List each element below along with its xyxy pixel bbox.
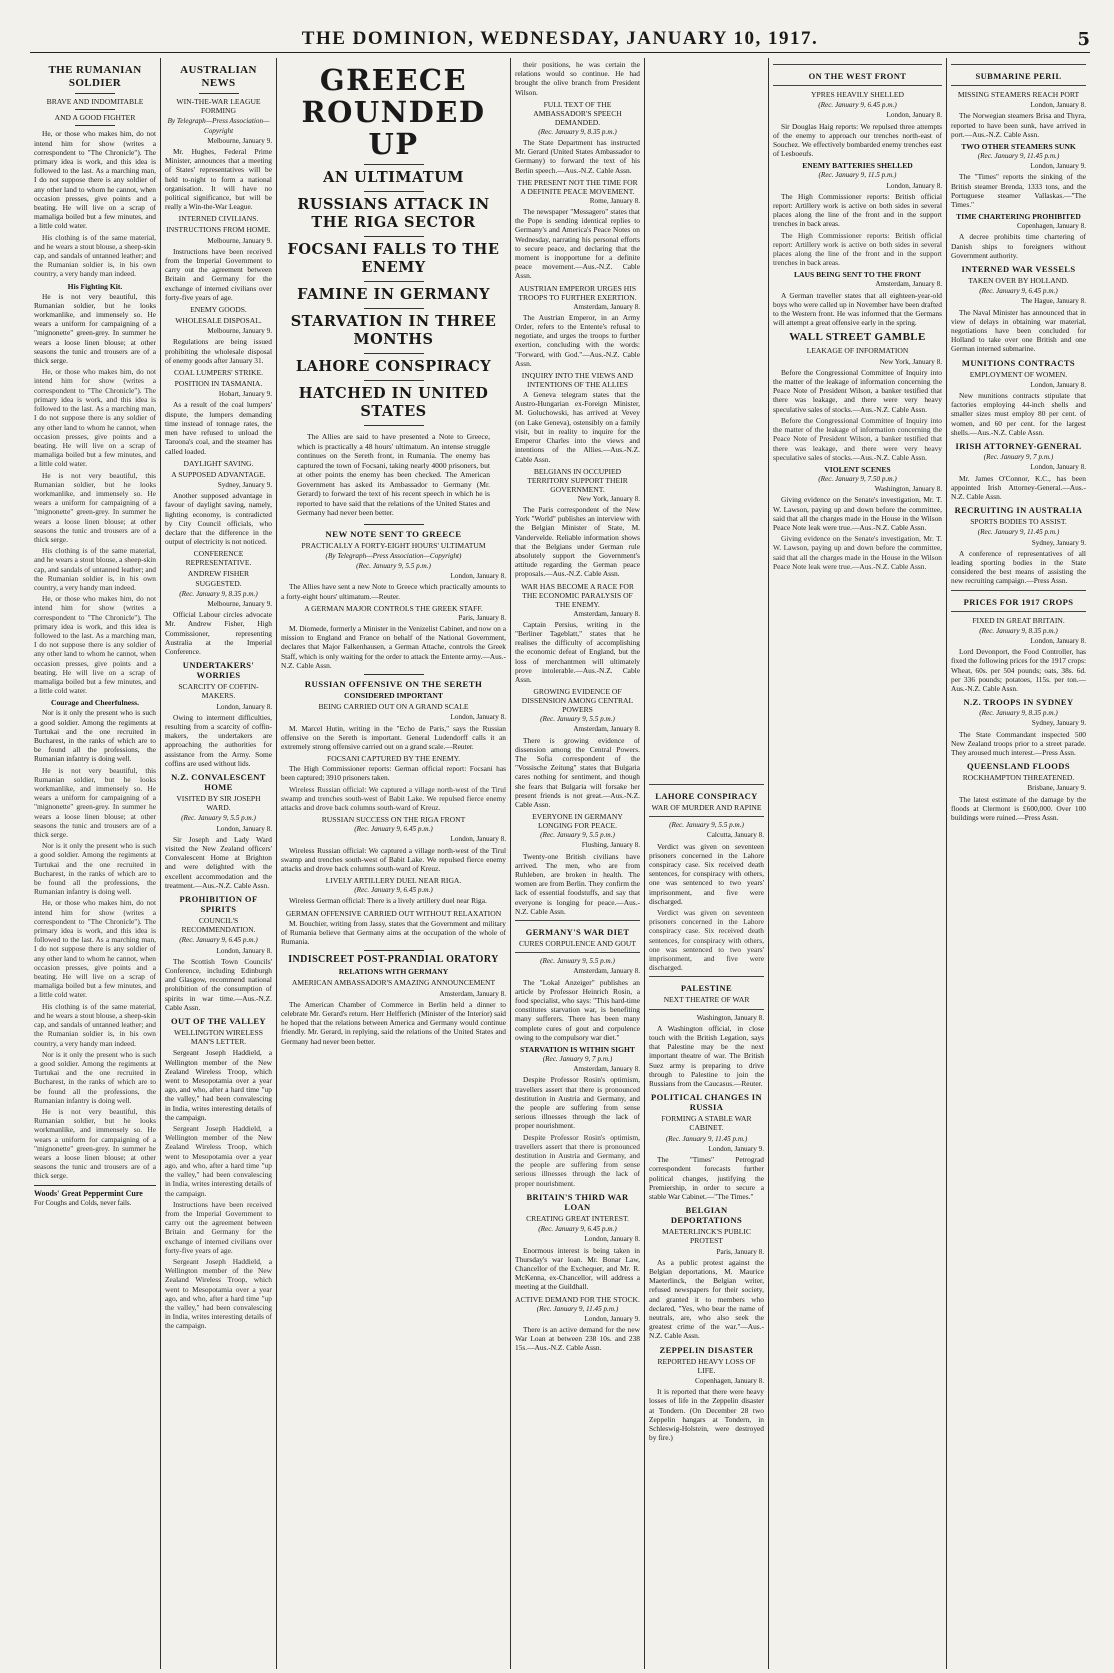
article-subhead: AUSTRIAN EMPEROR URGES HIS TROOPS TO FURTHER EXERTION. [518,283,637,302]
article-paragraph: Mr. James O'Connor, K.C., has been appointed Irish Attorney-General.—Aus.-N.Z. Cable Assn. [951,473,1086,501]
article-paragraph: their positions, he was certain the relations would so continue. He had brought the olive branch from President Wilson. [515,60,640,97]
dateline: Rome, January 8. [589,196,640,205]
received-time: (Rec. January 9, 6.45 p.m.) [179,936,258,945]
article-subhead: ENEMY BATTERIES SHELLED [802,161,913,171]
dateline: London, January 8. [886,181,942,190]
article-deck: AND A GOOD FIGHTER [54,113,136,123]
received-time: (Rec. January 9, 5.5 p.m.) [356,561,431,570]
column-lahore-palestine [645,780,768,1667]
article-deck: POSITION IN TASMANIA. [174,379,263,389]
article-paragraph: The High Commissioner reports: British official report: Artillery work is active on both sides in several places along the line of the front and in the support trenches in back areas. [773,191,942,229]
dateline: Hobart, January 9. [218,390,272,399]
headline-deck: HATCHED IN UNITED STATES [298,385,489,420]
article-subhead: INTERNED CIVILIANS. [178,214,259,224]
headline-deck: STARVATION IN THREE MONTHS [290,313,497,348]
article-paragraph: Sergeant Joseph Haddield, a Wellington member of the New Zealand Wireless Troop, which went to Mesopotamia over a year ago, and who, after a hard time "up the valley," had been convalescing in India, writes interesting details of the campaign. [165,1256,272,1331]
article-deck: EMPLOYMENT OF WOMEN. [969,369,1068,379]
article-headline: AUSTRALIAN NEWS [180,64,257,89]
dateline: London, January 9. [584,1314,640,1323]
article-paragraph: The Austrian Emperor, in an Army Order, refers to the Entente's refusal to negotiate, and urges the troops to further exertion, concluding with the words: "Forward, with God."—Aus.-N.Z. Cable Assn. [515,312,640,368]
dateline: Amsterdam, January 8. [573,302,640,311]
article-subhead: BELGIANS IN OCCUPIED TERRITORY SUPPORT THEIR GOVERNMENT. [527,466,628,494]
received-time: (Rec. January 9, 7.50 p.m.) [818,474,897,483]
dateline: London, January 8. [1030,380,1086,389]
article-headline: PALESTINE [680,983,733,994]
page-number: 5 [1077,28,1090,50]
article-paragraph: He, or those who makes him, do not intend him for show (writes a correspondent to "The Chronicle"). The primary idea is work, and this idea is followed to the last. As a marching man, I do not suppose there is any soldier of any other land to whom he cannot, when occasion presses, give points and a beating. He will live on a scrap of mamaliga boiled but a few minutes, and a little cold water. [34,898,156,1000]
received-time: (Rec. January 9, 5.5 p.m.) [540,957,615,966]
article-subhead: ACTIVE DEMAND FOR THE STOCK. [515,1294,640,1304]
received-time: (Rec. January 9, 8.35 p.m.) [979,626,1058,635]
article-paragraph: Sir Joseph and Lady Ward visited the New Zealand officers' Convalescent Home at Brighton and were delighted with the excellent accommodation and the treatment.—Aus.-N.Z. Cable Assn. [165,834,272,890]
article-paragraph: Despite Professor Rosin's optimism, travellers assert that there is pronounced destitution in Austria and Germany, and the people are suffering from sense serious illnesses through the lack of proper nourishment. [515,1132,640,1188]
dateline: Melbourne, January 9. [207,236,272,245]
dateline: London, January 8. [216,824,272,833]
article-paragraph: Despite Professor Rosin's optimism, travellers assert that there is pronounced destitution in Austria and Germany, and the people are suffering from sense serious illnesses through the lack of proper nourishment. [515,1075,640,1131]
article-paragraph: A Washington official, in close touch with the British Legation, says that Palestine may be the next important theatre of war. The British Suez army is preparing to drive through to Palestine to join the Russians from the Caucasus.—Reuter. [649,1023,764,1089]
article-paragraph: He is not very beautiful, this Rumanian soldier, but he looks workmanlike, and immensely so. He wears a uniform for campaigning of a "mignonette" green-grey. In summer he wears a loose linen blouse; at other seasons the tunic and trousers are of a thick serge. [34,470,156,544]
article-paragraph: As a public protest against the Belgian deportations, M. Maurice Maeterlinck, the Belgian writer, refused newspapers for their society, and granted it to members who declared, "Yes, who bear the name of neutrals, are, who also seek the greatest crime of the war."—Aus.-N.Z. Cable Assn. [649,1257,764,1341]
dateline: London, January 8. [886,111,942,120]
dateline: Copenhagen, January 8. [1016,222,1086,231]
article-headline: MUNITIONS CONTRACTS [961,357,1076,368]
column-australian-news [161,60,276,1667]
newspaper-title: THE DOMINION, WEDNESDAY, JANUARY 10, 1917. [301,28,819,49]
dateline: Copenhagen, January 8. [694,1376,764,1385]
article-paragraph: He, or those who makes him, do not intend him for show (writes a correspondent to "The Chronicle"). The primary idea is work, and this idea is followed to the last. As a marching man, I do not suppose there is any soldier of any other land to whom he cannot, when occasion presses, give points and a beating. He will live on a scrap of mamaliga boiled but a few minutes, and a little cold water. [34,594,156,696]
article-paragraph: Nor is it only the present who is such a good soldier. Among the regiments at Turtukai and the one recruited in Bucharest, in the ranks of which are to be found all the professions, the Rumanian infantry is doing well. [34,841,156,897]
article-paragraph: Twenty-one British civilians have arrived. The men, who are from Ruhleben, are broken in health. The women are from Berlin. They confirm the lack of essential foodstuffs, and say that everyone is longing for peace.—Aus.-N.Z. Cable Assn. [515,851,640,916]
main-headline: GREECE ROUNDED UP [301,63,486,161]
dateline: Washington, January 8. [696,1013,764,1022]
article-headline: N.Z. TROOPS IN SYDNEY [963,697,1074,708]
article-paragraph: Owing to interment difficulties, resulting from a scarcity of coffin-makers, the undertakers are approaching the authorities for assistance from the Army. Some coffins are used without lids. [165,712,272,768]
article-paragraph: His clothing is of the same material, and he wears a stout blouse, a sheep-skin cap, and sandals of untanned leather; and the Rumanian soldier is, in his own country, a very handy man indeed. [34,232,156,279]
dateline: Amsterdam, January 8. [439,989,506,998]
dateline: London, January 8. [450,835,506,844]
dateline: Melbourne, January 9. [207,599,272,608]
received-time: (Rec. January 9, 6.45 p.m.) [354,886,433,895]
article-subhead: EVERYONE IN GERMANY LONGING FOR PEACE. [532,812,623,831]
article-headline: INTERNED WAR VESSELS [961,264,1076,275]
article-paragraph: The "Times" Petrograd correspondent forecasts further political changes, justifying the Premiership, in order to secure a stable War Cabinet.—"The Times." [649,1155,764,1201]
article-subhead: THE PRESENT NOT THE TIME FOR A DEFINITE PEACE MOVEMENT. [517,177,638,196]
article-paragraph: His clothing is of the same material, and he wears a stout blouse, a sheep-skin cap, and sandals of untanned leather; and the Rumanian soldier is, in his own country, a very handy man indeed. [34,1001,156,1048]
article-headline: OUT OF THE VALLEY [171,1016,266,1027]
article-paragraph: Instructions have been received from the Imperial Government to carry out the agreement between Britain and Germany for the exchange of interned civilians over forty-five years of age. [165,1199,272,1255]
article-headline: INDISCREET POST-PRANDIAL ORATORY [288,954,499,966]
article-paragraph: A German traveller states that all eighteen-year-old boys who were called up in November have been drafted to the Western front. He was informed that the Germans will attempt a great offensive early in the spring. [773,290,942,328]
article-paragraph: Nor is it only the present who is such a good soldier. Among the regiments at Turtukai and the one recruited in Bucharest, in the ranks of which are to be found all the professions, the Rumanian infantry is doing well. [34,1049,156,1105]
advertisement [34,1185,156,1208]
received-time: (Rec. January 9, 5.5 p.m.) [540,715,615,724]
dateline: Sydney, January 9. [1031,719,1086,728]
column-submarine-peril [947,60,1090,1667]
article-paragraph: The Paris correspondent of the New York "World" publishes an interview with the Belgian Minister of State, M. Vandervelde. Reliable information shows that the Belgians under German rule absolutely support the Government's attitude regarding the German peace proposals.—Aus.-N.Z. Cable Assn. [515,504,640,579]
article-subhead: DAYLIGHT SAVING. [183,458,254,468]
article-subhead: A GERMAN MAJOR CONTROLS THE GREEK STAFF. [304,603,483,613]
article-paragraph: He, or those who makes him, do not intend him for show (writes a correspondent to "The Chronicle"). The primary idea is work, and this idea is followed to the last. As a marching man, I do not suppose there is any soldier of any other land to whom he cannot, when occasion presses, give points and a beating. He will live on a scrap of mamaliga boiled but a few minutes, and a little cold water. [34,367,156,469]
article-deck: CREATING GREAT INTEREST. [526,1213,629,1223]
article-headline: WALL STREET GAMBLE [789,331,926,344]
dateline: Amsterdam, January 8. [573,609,640,618]
article-paragraph: Enormous interest is being taken in Thursday's war loan. Mr. Bonar Law, Chancellor of the Exchequer, and Mr. R. McKenna, ex-Chancellor, will address a meeting at the Guildhall. [515,1245,640,1292]
dateline: Amsterdam, January 8. [573,725,640,734]
article-paragraph: A decree prohibits time chartering of Danish ships to foreigners without Government authority. [951,232,1086,260]
article-paragraph: Lord Devonport, the Food Controller, has fixed the following prices for the 1917 crops: Wheat, 60s. per 504 pounds; oats, 38s. 6d. per 336 pounds; potatoes, 115s. per ton.—Aus.-N.Z. Cable Assn. [951,647,1086,693]
article-subhead: GERMAN OFFENSIVE CARRIED OUT WITHOUT RELAXATION [285,908,502,918]
dateline: Amsterdam, January 8. [573,967,640,976]
article-subhead: ENEMY GOODS. [190,305,247,315]
received-time: (Rec. January 9, 11.45 p.m.) [665,1134,748,1143]
dateline: London, January 8. [1030,463,1086,472]
received-time: (Rec. January 9, 11.5 p.m.) [818,171,897,180]
article-deck: FORMING A STABLE WAR CABINET. [661,1114,752,1133]
ad-text: For Coughs and Colds, never fails. [34,1198,132,1207]
headline-deck: FAMINE IN GERMANY [297,286,490,303]
dateline: Melbourne, January 9. [207,136,272,145]
article-deck: SPORTS BODIES TO ASSIST. [970,517,1067,527]
article-paragraph: He, or those who makes him, do not intend him for show (writes a correspondent to "The Chronicle"). The primary idea is work, and this idea is followed to the last. As a marching man, I do not suppose there is any soldier of any other land to whom he cannot, when occasion presses, give points and a beating. He will live on a scrap of mamaliga boiled but a few minutes, and a little cold water. [34,129,156,231]
article-paragraph: The High Commissioner reports: German official report: Focsani has been captured; 3910 prisoners taken. [281,764,506,783]
headline-deck: FOCSANI FALLS TO THE ENEMY [287,241,500,276]
column-west-front [769,60,946,1667]
received-time: (Rec. January 9, 5.5 p.m.) [540,831,615,840]
article-paragraph: The "Lokal Anzeiger" publishes an article by Professor Heinrich Rosin, a food specialist, who says: "This hard-time constitutes starvation war, is benefiting many sufferers. There has been many complete cures of gout and corpulence owing to the compulsory war diet." [515,977,640,1042]
lead-summary: The Allies are said to have presented a Note to Greece, which is practically a 48 hours' ultimatum. An intense struggle continues on the Sereth front, in Rumania. The enemy has captured the town of Focsani, taking nearly 4000 prisoners, but at other points the enemy has been checked. The American Government has asked its Ambassador to Germany (Mr. Gerard) to forward the text of his recent speech in which he is reported to have said that the relations of the United States and Germany had never been better. [297,432,490,517]
article-paragraph: The "Times" reports the sinking of the British steamer Brenda, 1333 tons, and the Portuguese steamer Vallaskas.—"The Times." [951,172,1086,210]
dateline: Flushing, January 8. [581,841,640,850]
article-paragraph: Sergeant Joseph Haddield, a Wellington member of the New Zealand Wireless Troop, which went to Mesopotamia over a year ago, and who, after a hard time "up the valley," had been convalescing in India, writes interesting details of the campaign. [165,1124,272,1198]
article-headline: PRICES FOR 1917 CROPS [963,596,1074,607]
article-paragraph: Verdict was given on seventeen prisoners concerned in the Lahore conspiracy case. Six received death sentences, for conspiracy with others, one was sentenced to two years' imprisonment, and five were discharged. [649,841,764,906]
received-time: (Rec. January 9, 7 p.m.) [542,1055,613,1064]
article-subhead: RUSSIAN SUCCESS ON THE RIGA FRONT [321,815,466,825]
article-deck: BRAVE AND INDOMITABLE [46,97,144,106]
article-deck: WHOLESALE DISPOSAL. [175,316,262,326]
article-paragraph: Giving evidence on the Senate's investigation, Mr. T. W. Lawson, paying up and down before the committee, said that all the charges made in the House in the Wilson Peace Note leak were true.—Aus.-N.Z. Cable Assn. [773,495,942,532]
article-headline: LAHORE CONSPIRACY [655,791,758,801]
article-paragraph: Wireless Russian official: We captured a village north-west of the Tirul swamp and trenches south-west of Babit Lake. We repulsed fierce enemy attacks and drove back columns south-ward of Kreuz. [281,845,506,873]
article-paragraph: It is reported that there were heavy losses of life in the Zeppelin disaster at Tondern. (On December 28 two Zeppelin hangars at Tondern, in Schleswig-Holstein, were destroyed by fire.) [649,1387,764,1443]
article-deck: WAR OF MURDER AND RAPINE [651,803,762,812]
article-deck: ANDREW FISHER SUGGESTED. [187,569,250,588]
article-subhead: TIME CHARTERING PROHIBITED [956,212,1081,222]
article-headline: RECRUITING IN AUSTRALIA [954,505,1083,516]
received-time: (Rec. January 9, 8.35 p.m.) [979,709,1058,718]
dateline: Sydney, January 9. [1031,538,1086,547]
article-paragraph: Another supposed advantage in favour of daylight saving, namely, lighting economy, is contradicted by City Council officials, who declare that the difference in the output of electricity is not noticed. [165,491,272,547]
dateline: London, January 8. [450,713,506,722]
article-paragraph: New munitions contracts stipulate that factories employing 44-inch shells and smaller sizes must employ 80 per cent. of women, and 60 per cent. for the largest shells.—Aus.-N.Z. Cable Assn. [951,391,1086,437]
dateline: New York, January 8. [577,494,640,503]
article-headline: BELGIAN DEPORTATIONS [670,1205,743,1226]
article-deck: ROCKHAMPTON THREATENED. [962,773,1075,783]
article-subhead: FULL TEXT OF THE AMBASSADOR'S SPEECH DEMANDED. [533,99,622,127]
dateline: London, January 8. [216,946,272,955]
article-subhead: Courage and Cheerfulness. [51,698,139,708]
dateline: London, January 8. [1030,101,1086,110]
article-paragraph: Mr. Hughes, Federal Prime Minister, announces that a meeting of States' representatives will be held to-night to form a national organisation. It will have no political significance, but will be really a Win-the-War League. [165,147,272,212]
dateline: London, January 8. [1030,636,1086,645]
article-paragraph: The State Commandant inspected 500 New Zealand troops prior to a street parade. They aroused much interest.—Press Assn. [951,729,1086,757]
headline-deck: RUSSIANS ATTACK IN THE RIGA SECTOR [297,196,490,231]
dateline: Paris, January 8. [458,613,506,622]
article-subhead: His Fighting Kit. [67,281,123,291]
dateline: Amsterdam, January 8. [573,1065,640,1074]
column-main-war-news [277,60,510,1667]
dateline: New York, January 8. [879,357,942,366]
copyright-line: (By Telegraph—Press Association—Copyright) [325,551,462,560]
article-paragraph: Wireless German official: There is a lively artillery duel near Riga. [289,896,487,906]
article-paragraph: Regulations are being issued prohibiting the wholesale disposal of enemy goods after January 31. [165,337,272,365]
article-deck: CURES CORPULENCE AND GOUT [518,939,637,949]
article-paragraph: The High Commissioner reports: British official report: Artillery work is active on both sides in several places along the line of the front and in the support trenches in back areas. [773,230,942,268]
article-headline: THE RUMANIAN SOLDIER [48,64,142,89]
article-paragraph: A conference of representatives of all leading sporting bodies in the State considered the best means of assisting the new recruiting campaign.—Press Assn. [951,548,1086,586]
article-headline: QUEENSLAND FLOODS [967,761,1070,772]
received-time: (Rec. January 9, 6.45 p.m.) [354,825,433,834]
article-deck: REPORTED HEAVY LOSS OF LIFE. [657,1356,756,1375]
article-paragraph: Sir Douglas Haig reports: We repulsed three attempts of the enemy to approach our trenches north-east of Souchez. We effectively bombarded enemy trenches east of Lesboeufs. [773,121,942,159]
article-subhead: GROWING EVIDENCE OF DISSENSION AMONG CENTRAL POWERS [521,687,634,715]
article-paragraph: M. Bouchier, writing from Jassy, states that the Government and military of Rumania believe that Germany aims at the occupation of the whole of Rumania. [281,918,506,946]
received-time: (Rec. January 9, 11.45 p.m.) [977,528,1060,537]
received-time: (Rec. January 9, 5.5 p.m.) [669,821,744,830]
dateline: London, January 9. [1030,162,1086,171]
article-deck: SCARCITY OF COFFIN-MAKERS. [178,682,259,701]
article-paragraph: As a result of the coal lumpers' dispute, the lumpers demanding time instead of tonnage rates, the men have refused to unload the Taroona's coal, and the steamer has called loaded. [165,400,272,456]
article-headline: NEW NOTE SENT TO GREECE [325,528,462,539]
dateline: Sydney, January 9. [217,480,272,489]
column-diplomatic-news [511,60,644,1667]
dateline: London, January 8. [584,1235,640,1244]
dateline: Paris, January 8. [716,1247,764,1256]
article-paragraph: The latest estimate of the damage by the floods at Clermont is £600,000. Over 100 buildings were ruined.—Press Assn. [951,794,1086,822]
dateline: Amsterdam, January 8. [875,280,942,289]
article-headline: PROHIBITION OF SPIRITS [179,894,258,915]
article-paragraph: Instructions have been received from the Imperial Government to carry out the agreement between Britain and Germany for the exchange of interned civilians over forty-five years of age. [165,246,272,302]
article-subhead: INQUIRY INTO THE VIEWS AND INTENTIONS OF THE ALLIES [521,371,634,390]
article-paragraph: His clothing is of the same material, and he wears a stout blouse, a sheep-skin cap, and sandals of untanned leather; and the Rumanian soldier is, in his own country, a very handy man indeed. [34,546,156,592]
article-headline: N.Z. CONVALESCENT HOME [171,771,266,792]
article-paragraph: A Geneva telegram states that the Austro-Hungarian ex-Foreign Minister, M. Goluchowski, has arrived at Vevey (on Lake Geneva), ostensibly on a family visit, but in reality to inquire for the Emperor Charles into the views and intentions of the Allies.—Aus.-N.Z. Cable Assn. [515,390,640,464]
article-subhead: TWO OTHER STEAMERS SUNK [961,142,1076,152]
received-time: (Rec. January 9, 8.35 p.m.) [538,127,617,136]
article-headline: GERMANY'S WAR DIET [525,927,630,938]
article-subhead: WAR HAS BECOME A RACE FOR THE ECONOMIC PARALYSIS OF THE ENEMY. [521,581,634,609]
article-subhead: LAUS BEING SENT TO THE FRONT [793,270,922,280]
article-paragraph: The State Department has instructed Mr. Gerard (United States Ambassador to Germany) to forward the text of his Berlin speech.—Aus.-N.Z. Cable Assn. [515,138,640,175]
article-headline: ZEPPELIN DISASTER [659,1344,754,1355]
dateline: Calcutta, January 8. [706,831,764,840]
article-subhead: VIOLENT SCENES [824,464,891,474]
headline-deck: AN ULTIMATUM [323,169,464,186]
article-subhead: STARVATION IS WITHIN SIGHT [519,1045,635,1055]
article-deck: RELATIONS WITH GERMANY [338,967,449,977]
article-deck: COUNCIL'S RECOMMENDATION. [181,916,256,935]
article-deck: BEING CARRIED OUT ON A GRAND SCALE [318,702,469,712]
article-paragraph: Verdict was given on seventeen prisoners concerned in the Lahore conspiracy case. Six received death sentences, for conspiracy with others, one was sentenced to two years' imprisonment, and five were discharged. [649,908,764,973]
received-time: (Rec. January 9, 6.45 p.m.) [538,1225,617,1234]
article-deck: MAETERLINCK'S PUBLIC PROTEST [662,1227,751,1246]
article-headline: POLITICAL CHANGES IN RUSSIA [651,1092,762,1113]
article-subhead: LIVELY ARTILLERY DUEL NEAR RIGA. [325,876,462,886]
received-time: (Rec. January 9, 5.5 p.m.) [181,814,256,823]
headline-deck: LAHORE CONSPIRACY [295,358,492,375]
received-time: (Rec. January 9, 8.35 p.m.) [179,589,258,598]
article-deck: PRACTICALLY A FORTY-EIGHT HOURS' ULTIMATUM [301,540,486,550]
article-paragraph: He is not very beautiful, this Rumanian soldier, but he looks workmanlike, and immensely so. He wears a uniform for campaigning of a "mignonette" green-grey. In summer he wears a loose linen blouse; at other seasons the tunic and trousers are of a thick serge. [34,765,156,840]
article-paragraph: He is not very beautiful, this Rumanian soldier, but he looks workmanlike, and immensely so. He wears a uniform for campaigning of a "mignonette" green-grey. In summer he wears a loose linen blouse; at other seasons the tunic and trousers are of a thick serge. [34,291,156,366]
article-paragraph: The American Chamber of Commerce in Berlin held a dinner to celebrate Mr. Gerard's return. Herr Helfferich (Minister of the Interior) said he hoped that the relations between America and Germany would continue friendly. Mr. Gerard, in replying, said the relations of the United States and Germany had never been better. [281,999,506,1046]
column-rumanian-soldier [30,60,160,1667]
dateline: Brisbane, January 9. [1027,784,1086,793]
article-paragraph: Captain Persius, writing in the "Berliner Tageblatt," states that he realises the difficulty of accomplishing the economic defeat of England, but the loss of merchantmen will ultimately prove intolerable.—Aus.-N.Z. Cable Assn. [515,619,640,684]
received-time: (Rec. January 9, 6.45 p.m.) [979,287,1058,296]
article-headline: RUSSIAN OFFENSIVE ON THE SERETH [304,678,483,689]
article-deck: INSTRUCTIONS FROM HOME. [166,225,271,235]
article-deck: WELLINGTON WIRELESS MAN'S LETTER. [174,1028,263,1047]
article-headline: SUBMARINE PERIL [975,71,1062,81]
article-deck: A SUPPOSED ADVANTAGE. [171,469,266,479]
article-deck: AMERICAN AMBASSADOR'S AMAZING ANNOUNCEMENT [291,978,496,988]
article-paragraph: The Allies have sent a new Note to Greece which practically amounts to a forty-eight hours' ultimatum.—Reuter. [281,582,506,601]
received-time: (Rec. January 9, 7 p.m.) [983,453,1054,462]
article-subhead: FOCSANI CAPTURED BY THE ENEMY. [327,754,460,764]
received-time: (Rec. January 9, 11.45 p.m.) [536,1304,619,1313]
article-deck: FIXED IN GREAT BRITAIN. [972,615,1065,625]
article-deck: NEXT THEATRE OF WAR [663,995,750,1005]
article-headline: IRISH ATTORNEY-GENERAL [955,441,1082,452]
article-paragraph: M. Marcel Hutin, writing in the "Echo de Paris," says the Russian offensive on the Sereth is important. General Ludendorff calls it an extremely strong offensive carried out on a grand scale.—Reuter. [281,723,506,751]
ad-title: Woods' Great Peppermint Cure [34,1188,143,1198]
dateline: Melbourne, January 9. [207,327,272,336]
article-paragraph: Before the Congressional Committee of Inquiry into the matter of the leakage of information concerning the Peace Note of President Wilson, a banker testified that there was leakage, and there were very heavy speculative sales of stocks.—Aus.-N.Z. Cable Assn. [773,367,942,414]
article-subhead: COAL LUMPERS' STRIKE. [173,368,264,378]
article-paragraph: The newspaper "Messagero" states that the Pope is sending identical replies to Germany's and America's Peace Notes on Wednesday, narrating his personal efforts to secure peace, and declaring that the moment is inopportune for a definite peace movement.—Aus.-N.Z. Cable Assn. [515,207,640,281]
received-time: (Rec. January 9, 6.45 p.m.) [818,101,897,110]
article-deck: TAKEN OVER BY HOLLAND. [968,276,1069,286]
article-deck: MISSING STEAMERS REACH PORT [957,90,1080,99]
article-paragraph: Giving evidence on the Senate's investigation, Mr. T. W. Lawson, paying up and down before the committee, said that all the charges made in the House in the Wilson Peace Note leak were true.—Aus.-N.Z. Cable Assn. [773,534,942,571]
article-paragraph: Before the Congressional Committee of Inquiry into the matter of the leakage of information concerning the Peace Note of President Wilson, a banker testified that there was leakage, and there were very heavy speculative sales of stocks.—Aus.-N.Z. Cable Assn. [773,415,942,462]
article-paragraph: The Naval Minister has announced that in view of delays in obtaining war material, negotiations have been concluded for Holland to take over one British and one German interned submarine. [951,307,1086,354]
dateline: London, January 9. [708,1144,764,1153]
dateline: Washington, January 8. [874,485,942,494]
article-paragraph: Official Labour circles advocate Mr. Andrew Fisher, High Commissioner, representing Australia at the Imperial Conference. [165,610,272,656]
article-subhead: CONFERENCE REPRESENTATIVE. [185,549,252,568]
article-paragraph: Nor is it only the present who is such a good soldier. Among the regiments at Turtukai and the one recruited in Bucharest, in the ranks of which are to be found all the professions, the Rumanian infantry is doing well. [34,708,156,764]
article-headline: ON THE WEST FRONT [808,71,907,81]
article-paragraph: The Scottish Town Councils' Conference, including Edinburgh and Glasgow, recommend national prohibition of the consumption of spirits in war time.—Aus.-N.Z. Cable Assn. [165,956,272,1012]
article-paragraph: M. Diomede, formerly a Minister in the Venizelist Cabinet, and now on a mission to England and France on behalf of the National Government, declares that Major Falkenhausen, a German Attache, controls the Greek Staff, which is only waiting for the order to attack the Entente army.—Aus.-N.Z. Cable Assn. [281,623,506,670]
article-headline: BRITAIN'S THIRD WAR LOAN [526,1191,629,1212]
article-headline: UNDERTAKERS' WORRIES [182,660,255,681]
masthead [30,26,1090,53]
dateline: London, January 8. [450,572,506,581]
article-paragraph: Sergeant Joseph Haddield, a Wellington member of the New Zealand Wireless Troop, which went to Mesopotamia over a year ago, and who, after a hard time "up the valley," had been convalescing in India, writes interesting details of the campaign. [165,1048,272,1122]
dateline: The Hague, January 8. [1021,297,1086,306]
article-deck: VISITED BY SIR JOSEPH WARD. [176,793,261,813]
received-time: (Rec. January 9, 11.45 p.m.) [977,152,1060,161]
article-paragraph: There is growing evidence of dissension among the Central Powers. The Sofia correspondent of the "Vossische Zeitung" states that Bulgaria cares nothing for sentiment, and though she fears that Bulgaria will forsake her present friends is not great.—Aus.-N.Z. Cable Assn. [515,735,640,809]
article-paragraph: There is an active demand for the new War Loan at between 238 10s. and 238 15s.—Aus.-N.Z. Cable Assn. [515,1324,640,1353]
article-deck: LEAKAGE OF INFORMATION [806,346,909,356]
copyright-line: By Telegraph—Press Association—Copyright [167,117,270,135]
article-deck: CONSIDERED IMPORTANT [344,690,443,700]
article-paragraph: Wireless Russian official: We captured a village north-west of the Tirul swamp and trenches south-west of Babit Lake. We repulsed fierce enemy attacks and drove back columns south-ward of Kreuz. [281,784,506,812]
article-paragraph: He is not very beautiful, this Rumanian soldier, but he looks workmanlike, and immensely so. He wears a uniform for campaigning of a "mignonette" green-grey. In summer he wears a loose linen blouse; at other seasons the tunic and trousers are of a thick serge. [34,1106,156,1181]
article-deck: WIN-THE-WAR LEAGUE FORMING [176,97,261,116]
dateline: London, January 8. [216,702,272,711]
article-deck: YPRES HEAVILY SHELLED [811,90,904,99]
article-paragraph: The Norwegian steamers Brisa and Thyra, reported to have been sunk, have arrived in port.—Aus.-N.Z. Cable Assn. [951,111,1086,139]
